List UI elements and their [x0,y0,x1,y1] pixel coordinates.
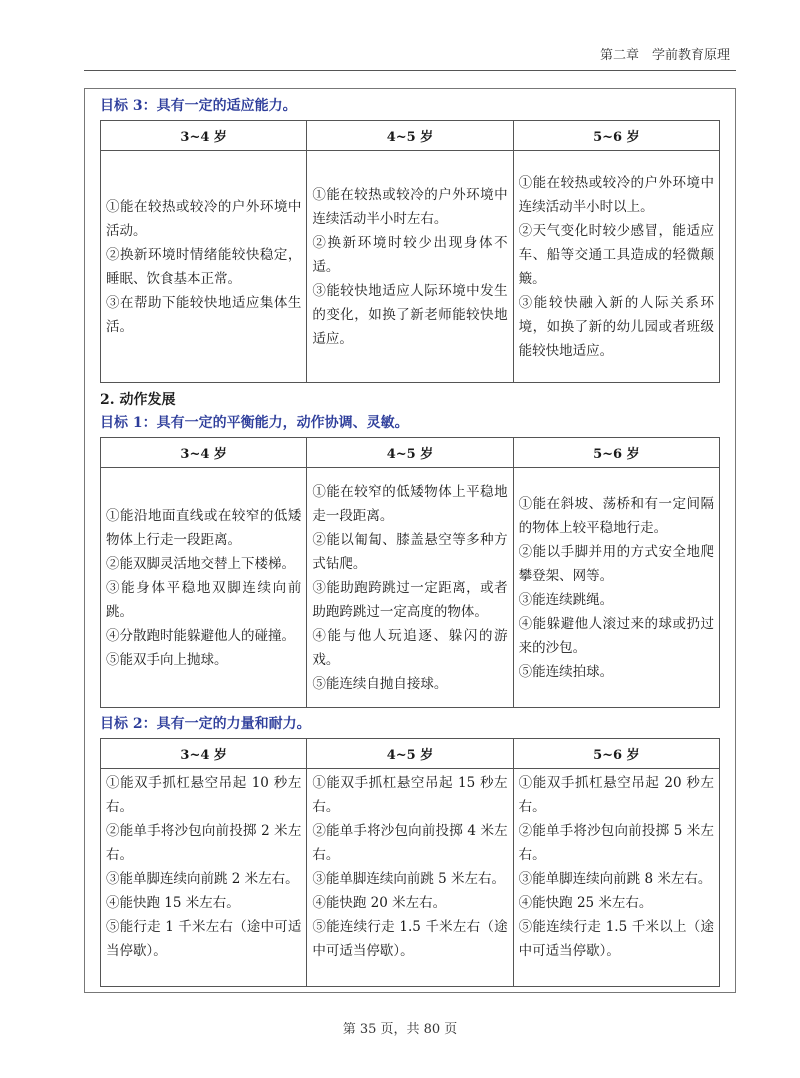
goal3-table [100,120,720,383]
goal1-table [100,437,720,708]
cell-item: ④能躲避他人滚过来的球或扔过来的沙包。 [518,615,714,656]
table-cell [513,151,719,383]
main-content [100,94,720,987]
cell-item: ④能快跑 25 米左右。 [518,895,653,911]
column-header: 3~4 岁 [101,739,307,769]
cell-item: ①能在较热或较冷的户外环境中连续活动半小时左右。 [312,186,508,227]
column-header: 5~6 岁 [513,438,719,468]
cell-item: ③能身体平稳地双脚连续向前跳。 [106,579,302,620]
cell-item: ⑤能连续拍球。 [518,663,614,680]
cell-item: ③能较快地适应人际环境中发生的变化，如换了新老师能较快地适应。 [312,282,508,347]
goal3-title: 目标 3：具有一定的适应能力。 [100,98,297,114]
goal2-title: 目标 2：具有一定的力量和耐力。 [100,716,311,732]
header-rule [84,70,736,71]
table-row [101,468,720,708]
goal2-table [100,738,720,987]
cell-item: ②能单手将沙包向前投掷 5 米左右。 [518,823,714,863]
table-header-row [101,121,720,151]
table-cell [307,151,513,383]
table-cell [307,769,513,987]
cell-item: ②能以匍匐、膝盖悬空等多种方式钻爬。 [312,531,508,572]
table-header-row [101,739,720,769]
column-header: 4~5 岁 [307,739,513,769]
table-row [101,151,720,383]
cell-item: ②能以手脚并用的方式安全地爬攀登架、网等。 [518,543,714,584]
cell-item: ①能在斜坡、荡桥和有一定间隔的物体上较平稳地行走。 [518,495,714,536]
cell-item: ④分散跑时能躲避他人的碰撞。 [106,627,295,644]
section-title: 2. 动作发展 [100,392,176,408]
table-cell [513,468,719,708]
cell-item: ⑤能行走 1 千米左右（途中可适当停歇）。 [106,919,302,959]
cell-item: ①能在较热或较冷的户外环境中连续活动半小时以上。 [518,174,714,215]
column-header: 5~6 岁 [513,739,719,769]
cell-item: ①能沿地面直线或在较窄的低矮物体上行走一段距离。 [106,507,302,548]
cell-item: ④能快跑 15 米左右。 [106,895,240,911]
column-header: 5~6 岁 [513,121,719,151]
table-row [101,769,720,987]
cell-item: ④能快跑 20 米左右。 [312,895,447,911]
cell-item: ③能助跑跨跳过一定距离，或者助跑跨跳过一定高度的物体。 [312,579,508,620]
cell-item: ①能双手抓杠悬空吊起 10 秒左右。 [106,775,302,815]
chapter-header: 第二章 学前教育原理 [599,48,730,63]
cell-item: ③能单脚连续向前跳 2 米左右。 [106,871,299,887]
cell-item: ⑤能双手向上抛球。 [106,651,228,668]
table-cell [101,151,307,383]
cell-item: ①能在较窄的低矮物体上平稳地走一段距离。 [312,483,508,524]
cell-item: ①能在较热或较冷的户外环境中活动。 [106,198,302,239]
cell-item: ⑤能连续行走 1.5 千米以上（途中可适当停歇）。 [518,919,714,959]
table-header-row [101,438,720,468]
cell-item: ③能单脚连续向前跳 5 米左右。 [312,871,505,887]
table-cell [101,769,307,987]
table-cell [307,468,513,708]
table-cell [513,769,719,987]
cell-item: ②换新环境时较少出现身体不适。 [312,234,508,275]
cell-item: ③能连续跳绳。 [518,591,614,608]
column-header: 3~4 岁 [101,438,307,468]
page-number: 第 35 页，共 80 页 [342,1022,458,1037]
goal1-title: 目标 1：具有一定的平衡能力，动作协调、灵敏。 [100,415,409,431]
column-header: 4~5 岁 [307,438,513,468]
cell-item: ⑤能连续自抛自接球。 [312,675,448,692]
cell-item: ②能双脚灵活地交替上下楼梯。 [106,555,295,572]
cell-item: ④能与他人玩追逐、躲闪的游戏。 [312,627,508,668]
cell-item: ②能单手将沙包向前投掷 2 米左右。 [106,823,302,863]
cell-item: ①能双手抓杠悬空吊起 15 秒左右。 [312,775,508,815]
cell-item: ②能单手将沙包向前投掷 4 米左右。 [312,823,508,863]
cell-item: ③在帮助下能较快地适应集体生活。 [106,294,302,335]
column-header: 3~4 岁 [101,121,307,151]
cell-item: ③能单脚连续向前跳 8 米左右。 [518,871,712,887]
cell-item: ②天气变化时较少感冒，能适应车、船等交通工具造成的轻微颠簸。 [518,222,714,287]
cell-item: ③能较快融入新的人际关系环境，如换了新的幼儿园或者班级能较快地适应。 [518,294,714,359]
cell-item: ⑤能连续行走 1.5 千米左右（途中可适当停歇）。 [312,919,508,959]
cell-item: ①能双手抓杠悬空吊起 20 秒左右。 [518,775,714,815]
table-cell [101,468,307,708]
column-header: 4~5 岁 [307,121,513,151]
cell-item: ②换新环境时情绪能较快稳定，睡眠、饮食基本正常。 [106,246,302,287]
